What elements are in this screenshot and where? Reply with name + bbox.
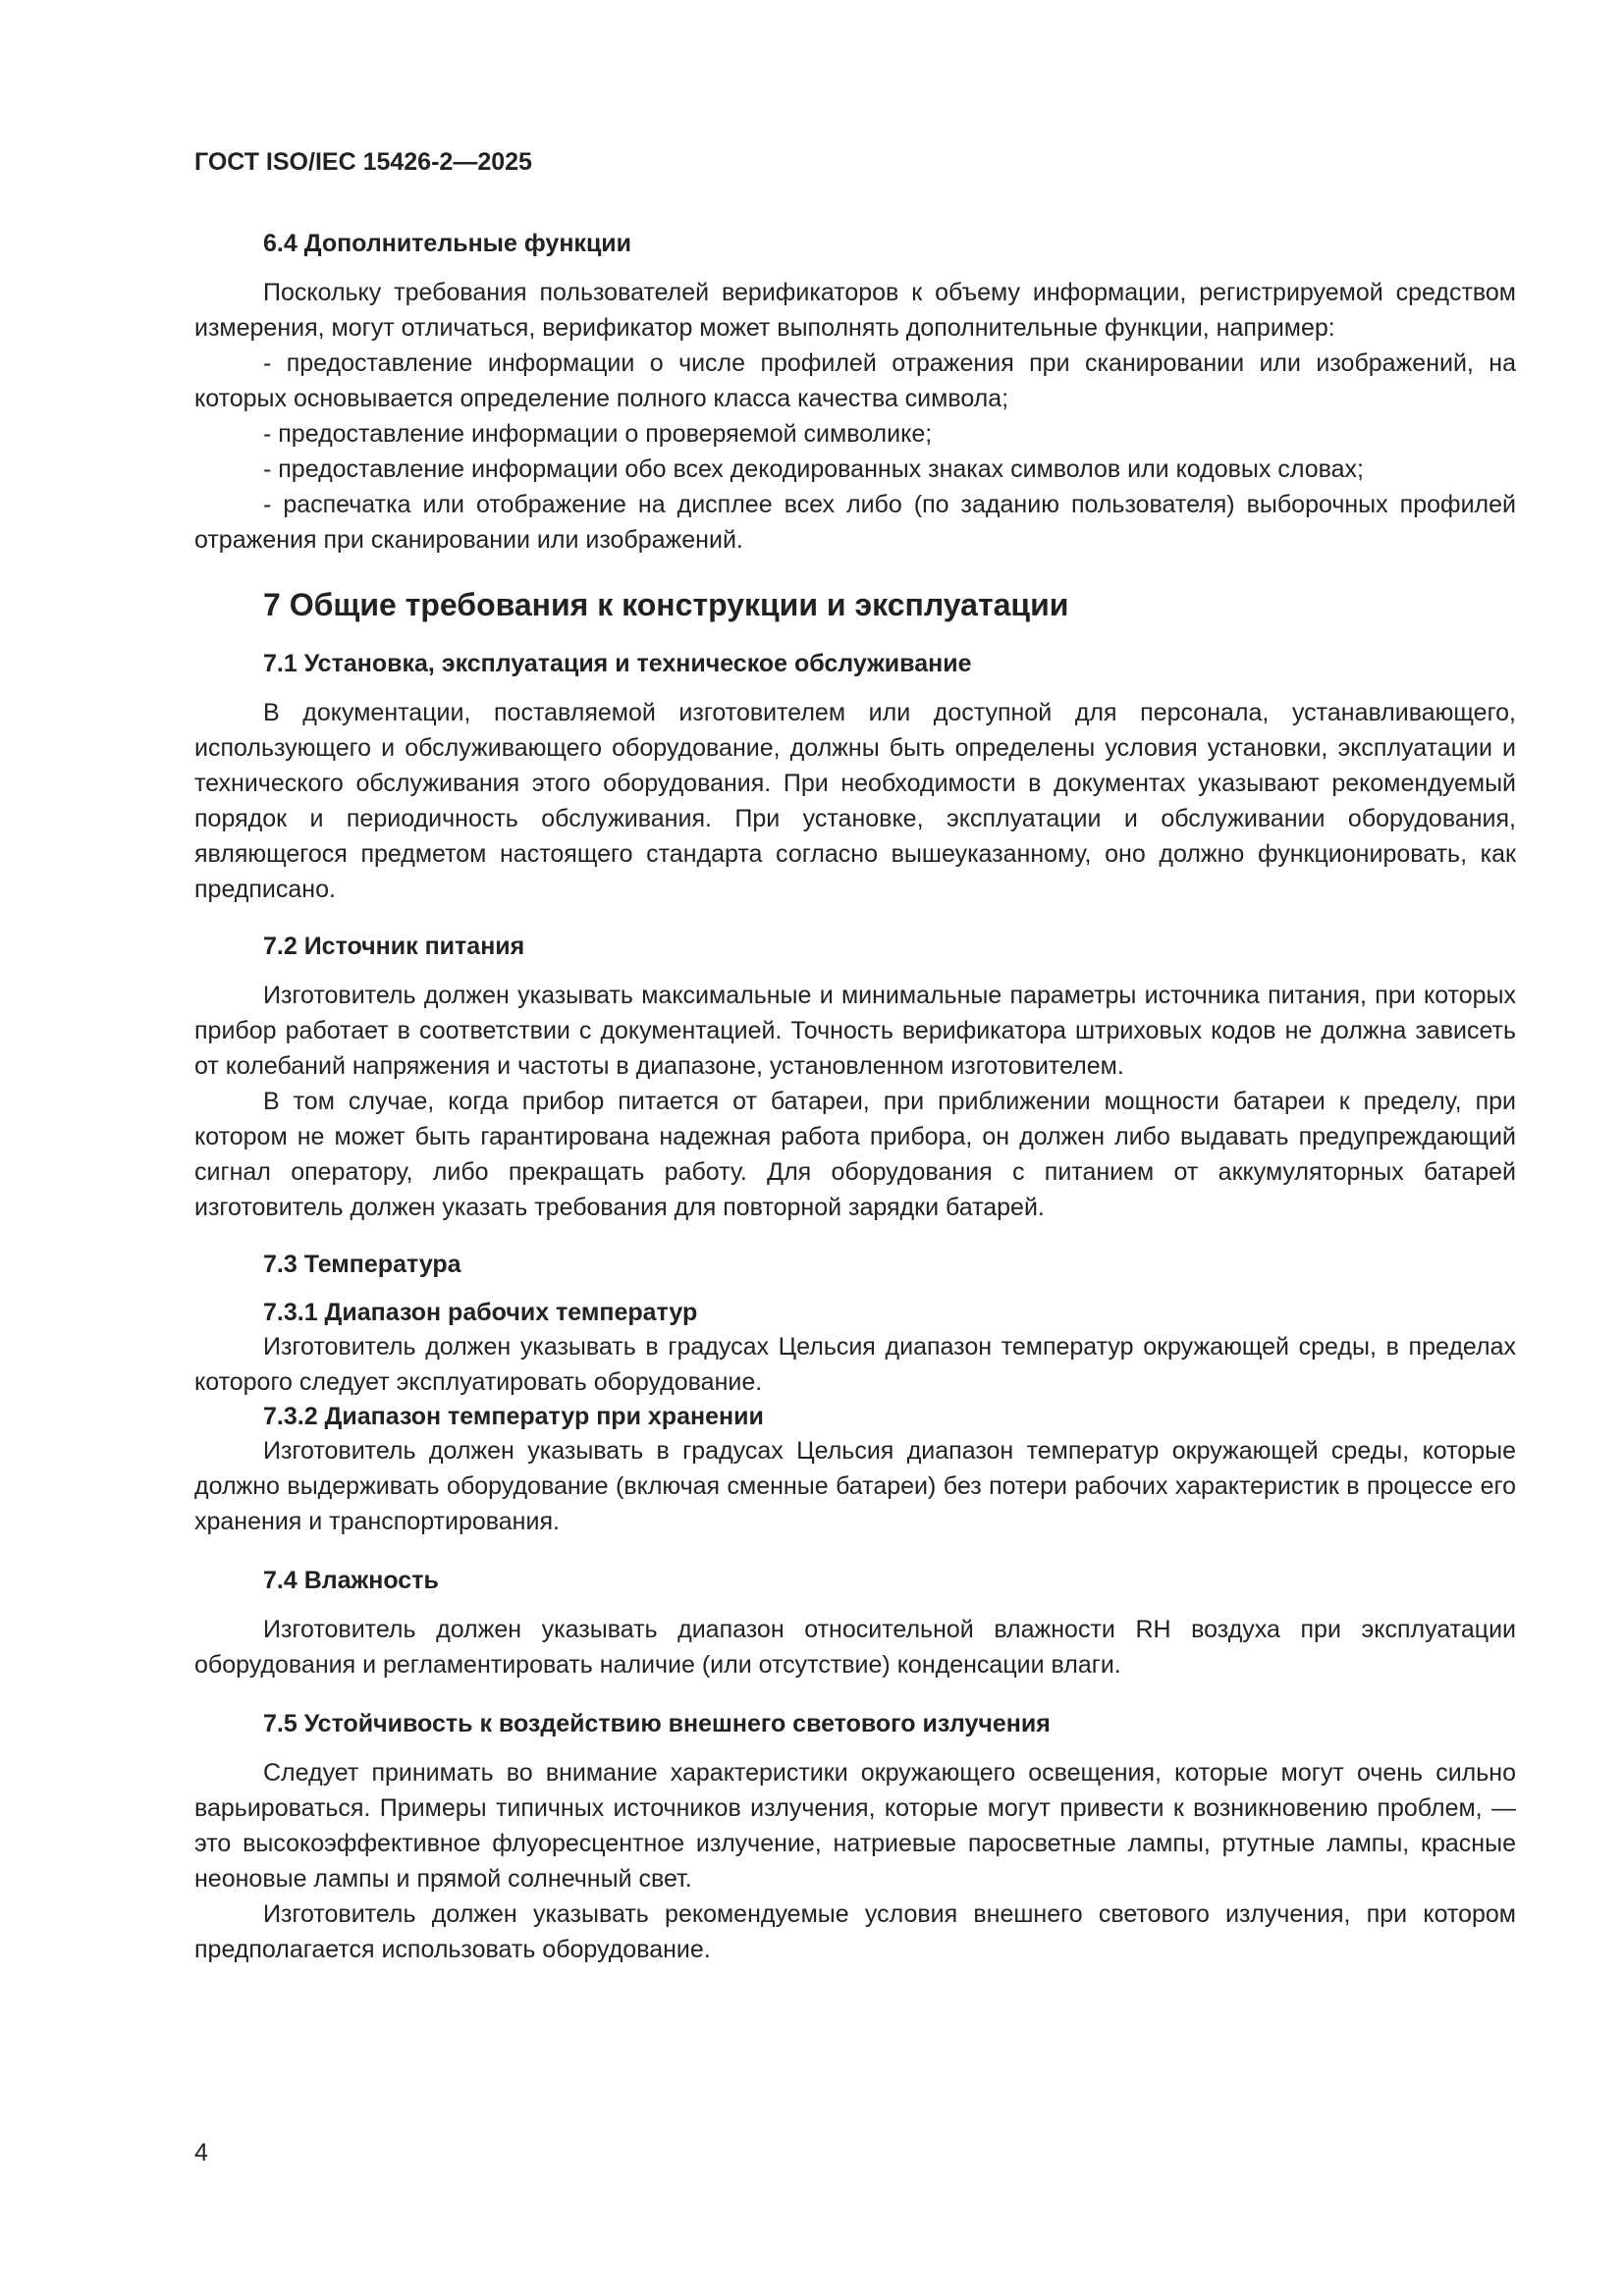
- clause-7-3: [194, 1247, 1516, 1539]
- clause-6-4: [194, 226, 1516, 558]
- clause-7-4: [194, 1563, 1516, 1682]
- clause-7-3-2-title: 7.3.2 Диапазон температур при хранении: [263, 1403, 764, 1430]
- document-page: [194, 147, 1516, 1967]
- clause-7-2: [194, 929, 1516, 1225]
- clause-7-5-paragraph-2: Изготовитель должен указывать рекомендуемые условия внешнего светового излучения, при котором предполагается использовать оборудование.: [194, 1900, 1516, 1963]
- clause-7-5-title: 7.5 Устойчивость к воздействию внешнего светового излучения: [263, 1710, 1051, 1737]
- page-number: 4: [194, 2139, 208, 2166]
- clause-7-2-paragraph-2: В том случае, когда прибор питается от батареи, при приближении мощности батареи к пределу, при котором не может быть гарантирована надежная работа прибора, он должен либо выдавать предупреждающий сигнал оператору, либо прекращать работу. Для оборудования с питанием от аккумуляторных батарей изготовитель должен указать требования для повторной зарядки батарей.: [194, 1088, 1516, 1221]
- clause-7-5: [194, 1706, 1516, 1967]
- clause-7-1-title: 7.1 Установка, эксплуатация и техническое обслуживание: [263, 650, 972, 677]
- clause-7-3-1-title: 7.3.1 Диапазон рабочих температур: [263, 1299, 698, 1326]
- clause-7-2-paragraph-1: Изготовитель должен указывать максимальные и минимальные параметры источника питания, при которых прибор работает в соответствии с документацией. Точность верификатора штриховых кодов не должна зависеть от колебаний напряжения и частоты в диапазоне, установленном изготовителем.: [194, 982, 1516, 1080]
- list-item: - предоставление информации о проверяемой символике;: [263, 420, 933, 448]
- clause-7-3-1-paragraph: Изготовитель должен указывать в градусах Цельсия диапазон температур окружающей среды, в пределах которого следует эксплуатировать оборудование.: [194, 1333, 1516, 1396]
- list-item: - предоставление информации обо всех декодированных знаках символов или кодовых словах;: [263, 455, 1364, 483]
- clause-7-4-paragraph: Изготовитель должен указывать диапазон относительной влажности RH воздуха при эксплуатации оборудования и регламентировать наличие (или отсутствие) конденсации влаги.: [194, 1616, 1516, 1679]
- clause-6-4-paragraph: Поскольку требования пользователей верификаторов к объему информации, регистрируемой средством измерения, могут отличаться, верификатор может выполнять дополнительные функции, например:: [194, 279, 1516, 342]
- clause-7-1: [194, 646, 1516, 907]
- list-item: - распечатка или отображение на дисплее всех либо (по заданию пользователя) выборочных профилей отражения при сканировании или изображений.: [194, 491, 1516, 554]
- clause-6-4-title: 6.4 Дополнительные функции: [263, 230, 632, 257]
- clause-7-3-2-paragraph: Изготовитель должен указывать в градусах Цельсия диапазон температур окружающей среды, которые должно выдерживать оборудование (включая сменные батареи) без потери рабочих характеристик в процессе его хранения и транспортирования.: [194, 1437, 1516, 1535]
- clause-7-5-paragraph-1: Следует принимать во внимание характеристики окружающего освещения, которые могут очень сильно варьироваться. Примеры типичных источников излучения, которые могут привести к возникновению проблем, — это высокоэффективное флуоресцентное излучение, натриевые паросветные лампы, ртутные лампы, красные неоновые лампы и прямой солнечный свет.: [194, 1759, 1516, 1893]
- clause-7-1-paragraph: В документации, поставляемой изготовителем или доступной для персонала, устанавливающего, использующего и обслуживающего оборудование, должны быть определены условия установки, эксплуатации и технического обслуживания этого оборудования. При необходимости в документах указывают рекомендуемый порядок и периодичность обслуживания. При установке, эксплуатации и обслуживании оборудования, являющегося предметом настоящего стандарта согласно вышеуказанному, оно должно функционировать, как предписано.: [194, 699, 1516, 903]
- section-7-title: 7 Общие требования к конструкции и эксплуатации: [263, 587, 1069, 622]
- clause-7-2-title: 7.2 Источник питания: [263, 933, 525, 960]
- clause-7-3-title: 7.3 Температура: [263, 1251, 461, 1278]
- document-header: ГОСТ ISO/IEC 15426-2—2025: [194, 148, 532, 176]
- clause-7-4-title: 7.4 Влажность: [263, 1567, 439, 1594]
- list-item: - предоставление информации о числе профилей отражения при сканировании или изображений, на которых основывается определение полного класса качества символа;: [194, 349, 1516, 412]
